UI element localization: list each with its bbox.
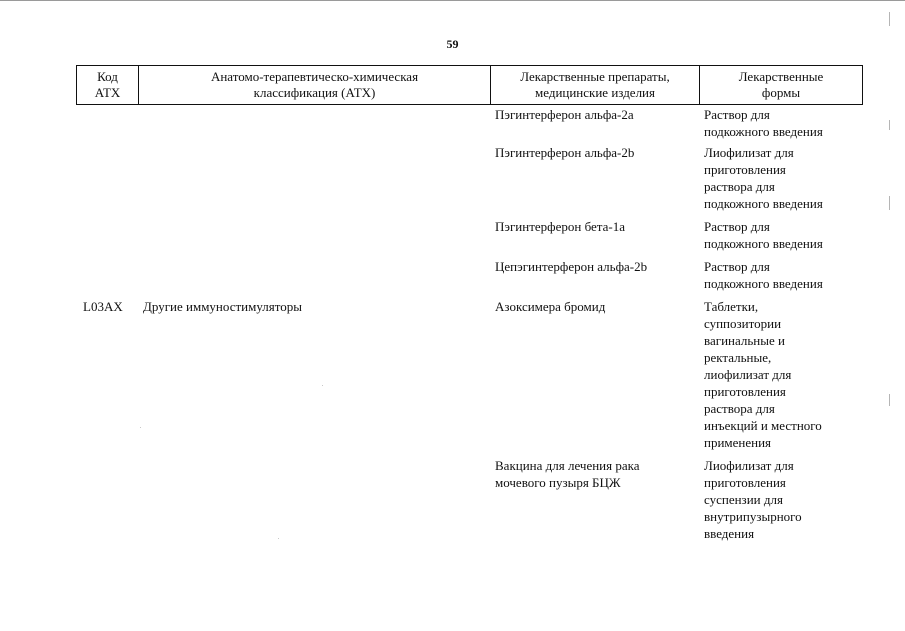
row-drug: Пэгинтерферон альфа-2а [495,107,634,122]
header-drugs-text: Лекарственные препараты, медицинские изделия [520,69,670,100]
header-forms-text: Лекарственные формы [738,69,824,100]
scan-margin-mark [889,120,890,130]
header-code [77,66,139,105]
row-code: L03AX [83,299,123,314]
row-form: Раствор для подкожного введения [704,107,823,139]
table-row [76,106,862,140]
scan-margin-mark [889,12,890,26]
row-form: Лиофилизат для приготовления суспензии для внутрипузырного введения [704,458,802,541]
row-drug: Пэгинтерферон альфа-2b [495,145,635,160]
row-form: Раствор для подкожного введения [704,259,823,291]
table-row [76,457,862,542]
row-form: Раствор для подкожного введения [704,219,823,251]
table-body [76,106,862,542]
header-row [77,66,863,105]
row-drug: Пэгинтерферон бета-1а [495,219,625,234]
row-form: Лиофилизат для приготовления раствора для подкожного введения [704,145,823,211]
header-drugs [491,66,700,105]
scan-margin-mark [889,394,890,406]
header-code-text: Код АТХ [94,69,121,100]
row-form: Таблетки, суппозитории вагинальные и ректальные, лиофилизат для приготовления раствора для инъекций и местного применения [704,299,822,450]
table-header [76,65,863,105]
header-forms [700,66,863,105]
table-row [76,218,862,252]
scan-edge-line [0,0,905,1]
table-row [76,298,862,451]
header-classification [139,66,491,105]
page-number: 59 [446,37,459,51]
row-classification: Другие иммуностимуляторы [143,299,302,314]
row-drug: Вакцина для лечения рака мочевого пузыря БЦЖ [495,458,640,490]
row-drug: Цепэгинтерферон альфа-2b [495,259,648,274]
table-row [76,144,862,212]
row-drug: Азоксимера бромид [495,299,606,314]
header-classification-text: Анатомо-терапевтическо-химическая классификация (АТХ) [210,69,419,100]
scan-margin-mark [889,196,890,210]
table-row [76,258,862,292]
